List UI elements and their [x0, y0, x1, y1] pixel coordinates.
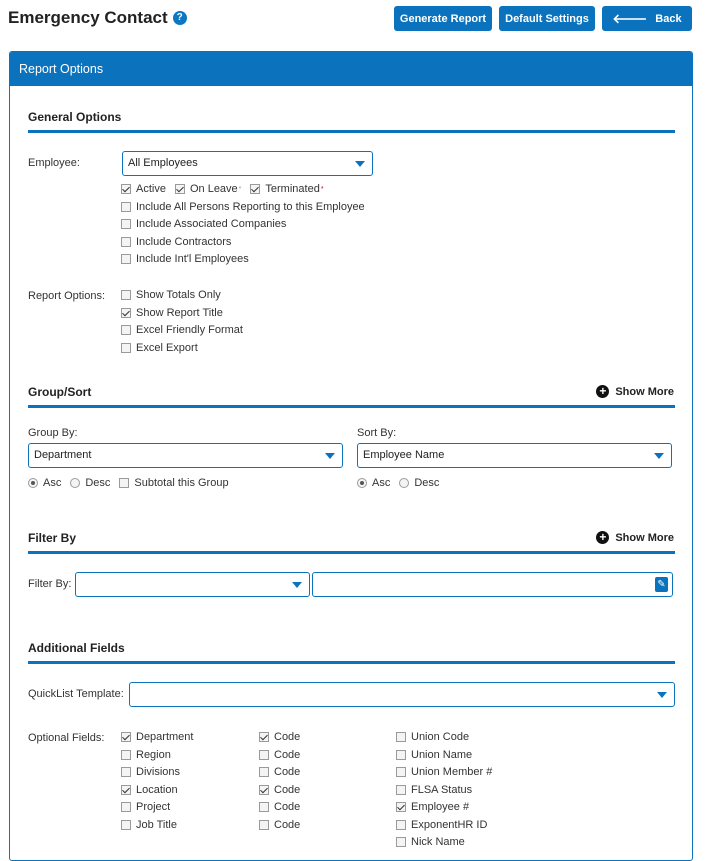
report-options-panel	[9, 51, 693, 861]
general-options-title: General Options	[28, 110, 122, 124]
sort-by-select[interactable]	[357, 443, 672, 468]
chevron-down-icon	[657, 692, 667, 698]
chevron-down-icon	[292, 582, 302, 588]
chevron-down-icon	[355, 161, 365, 167]
chevron-down-icon	[654, 453, 664, 459]
plus-circle-icon: +	[596, 385, 609, 398]
filter-by-title: Filter By	[28, 531, 77, 545]
include-reporting-label: Include All Persons Reporting to this Employee	[136, 201, 365, 213]
excel-export-label: Excel Export	[136, 342, 198, 354]
department-code-checkbox[interactable]	[259, 732, 269, 742]
filter-by-label: Filter By:	[28, 578, 72, 590]
section-divider	[28, 405, 675, 408]
optional-fields-label: Optional Fields:	[28, 732, 105, 744]
on-leave-mark: *	[238, 185, 242, 193]
report-options-label: Report Options:	[28, 290, 106, 302]
divisions-code-checkbox[interactable]	[259, 767, 269, 777]
union-code-checkbox[interactable]	[396, 732, 406, 742]
group-desc-radio[interactable]	[70, 478, 80, 488]
optional-field-label: Project	[136, 801, 171, 813]
location-checkbox[interactable]	[121, 785, 131, 795]
excel-export-checkbox[interactable]	[121, 343, 131, 353]
filter-show-more[interactable]	[596, 531, 674, 544]
optional-field-label: Location	[136, 784, 178, 796]
optional-field-label: Divisions	[136, 766, 181, 778]
include-reporting-checkbox[interactable]	[121, 202, 131, 212]
section-divider	[28, 661, 675, 664]
optional-field-row	[396, 731, 469, 743]
optional-field-label: Union Code	[411, 731, 470, 743]
optional-field-row	[121, 801, 170, 813]
optional-field-row	[259, 731, 300, 743]
back-button-label: Back	[655, 12, 682, 25]
status-row	[121, 183, 324, 195]
optional-field-label: Code	[274, 731, 301, 743]
show-totals-label: Show Totals Only	[136, 289, 221, 301]
active-label: Active	[136, 183, 166, 195]
terminated-required-mark: *	[320, 185, 324, 193]
include-contractors-label: Include Contractors	[136, 236, 232, 248]
employee-label: Employee:	[28, 157, 80, 169]
subtotal-checkbox[interactable]	[119, 478, 129, 488]
include-reporting-row	[121, 201, 365, 213]
on-leave-label: On Leave	[189, 183, 238, 195]
show-report-title-row	[121, 307, 223, 319]
optional-field-row	[396, 836, 465, 848]
optional-field-row	[259, 784, 300, 796]
excel-friendly-label: Excel Friendly Format	[136, 324, 243, 336]
back-arrow-icon: 🡐	[612, 10, 648, 26]
sort-asc-radio[interactable]	[357, 478, 367, 488]
optional-field-label: Code	[274, 749, 301, 761]
page-title-text: Emergency Contact	[8, 8, 168, 27]
project-code-checkbox[interactable]	[259, 802, 269, 812]
sort-by-value: Employee Name	[363, 449, 445, 461]
optional-field-row	[396, 749, 472, 761]
subtotal-label: Subtotal this Group	[134, 477, 229, 489]
flsa-status-checkbox[interactable]	[396, 785, 406, 795]
region-code-checkbox[interactable]	[259, 750, 269, 760]
employee-select-value: All Employees	[128, 157, 198, 169]
employee-number-checkbox[interactable]	[396, 802, 406, 812]
region-checkbox[interactable]	[121, 750, 131, 760]
optional-field-label: ExponentHR ID	[411, 819, 488, 831]
optional-field-row	[396, 801, 469, 813]
chevron-down-icon	[325, 453, 335, 459]
plus-circle-icon: +	[596, 531, 609, 544]
optional-field-row	[396, 766, 492, 778]
include-intl-label: Include Int'l Employees	[136, 253, 249, 265]
include-intl-checkbox[interactable]	[121, 254, 131, 264]
group-sort-show-more[interactable]	[596, 385, 674, 398]
group-by-label: Group By:	[28, 427, 78, 439]
include-associated-checkbox[interactable]	[121, 219, 131, 229]
optional-field-label: Department	[136, 731, 194, 743]
optional-field-row	[396, 819, 487, 831]
optional-field-row	[396, 784, 472, 796]
optional-field-label: Code	[274, 801, 301, 813]
quicklist-label: QuickList Template:	[28, 688, 124, 700]
group-by-select[interactable]	[28, 443, 343, 468]
terminated-checkbox[interactable]	[250, 184, 260, 194]
group-asc-radio[interactable]	[28, 478, 38, 488]
section-divider	[28, 130, 675, 133]
excel-friendly-row	[121, 324, 243, 336]
include-associated-label: Include Associated Companies	[136, 218, 287, 230]
exponenthr-id-checkbox[interactable]	[396, 820, 406, 830]
group-sort-title: Group/Sort	[28, 385, 92, 399]
help-icon[interactable]: ?	[173, 11, 187, 25]
sort-desc-label: Desc	[414, 477, 440, 489]
project-checkbox[interactable]	[121, 802, 131, 812]
optional-field-label: Nick Name	[411, 836, 465, 848]
optional-field-row	[259, 801, 300, 813]
optional-field-label: Code	[274, 766, 301, 778]
show-report-title-checkbox[interactable]	[121, 308, 131, 318]
employee-select[interactable]	[122, 151, 373, 176]
excel-friendly-checkbox[interactable]	[121, 325, 131, 335]
section-divider	[28, 551, 675, 554]
optional-field-label: Code	[274, 819, 301, 831]
terminated-label: Terminated	[265, 183, 320, 195]
optional-field-label: Union Name	[411, 749, 473, 761]
optional-field-row	[121, 749, 171, 761]
job-title-checkbox[interactable]	[121, 820, 131, 830]
optional-field-row	[259, 819, 300, 831]
sort-by-label: Sort By:	[357, 427, 397, 439]
department-checkbox[interactable]	[121, 732, 131, 742]
page-title	[8, 8, 187, 28]
include-intl-row	[121, 253, 249, 265]
show-totals-checkbox[interactable]	[121, 290, 131, 300]
optional-field-row	[121, 731, 193, 743]
divisions-checkbox[interactable]	[121, 767, 131, 777]
sort-asc-label: Asc	[372, 477, 391, 489]
excel-export-row	[121, 342, 198, 354]
show-more-label: Show More	[615, 385, 674, 398]
optional-field-label: Code	[274, 784, 301, 796]
additional-fields-title: Additional Fields	[28, 641, 125, 655]
on-leave-checkbox[interactable]	[175, 184, 185, 194]
union-name-checkbox[interactable]	[396, 750, 406, 760]
active-checkbox[interactable]	[121, 184, 131, 194]
optional-field-row	[121, 784, 178, 796]
show-report-title-label: Show Report Title	[136, 307, 223, 319]
nick-name-checkbox[interactable]	[396, 837, 406, 847]
optional-field-label: Job Title	[136, 819, 177, 831]
optional-field-label: Employee #	[411, 801, 470, 813]
optional-field-row	[121, 819, 177, 831]
back-button[interactable]	[602, 6, 692, 31]
union-member-checkbox[interactable]	[396, 767, 406, 777]
optional-field-label: FLSA Status	[411, 784, 473, 796]
group-desc-label: Desc	[85, 477, 111, 489]
optional-field-row	[121, 766, 180, 778]
group-asc-label: Asc	[43, 477, 62, 489]
sort-order-row	[357, 477, 439, 489]
quicklist-template-select[interactable]	[129, 682, 675, 707]
generate-report-button[interactable]: Generate Report	[394, 6, 492, 31]
filter-value-input[interactable]	[312, 572, 673, 597]
optional-field-label: Region	[136, 749, 171, 761]
include-contractors-checkbox[interactable]	[121, 237, 131, 247]
panel-header: Report Options	[10, 52, 692, 86]
show-more-label: Show More	[615, 531, 674, 544]
group-order-row	[28, 477, 229, 489]
show-totals-row	[121, 289, 221, 301]
include-contractors-row	[121, 236, 231, 248]
default-settings-button[interactable]: Default Settings	[499, 6, 595, 31]
sort-desc-radio[interactable]	[399, 478, 409, 488]
include-associated-row	[121, 218, 286, 230]
optional-field-row	[259, 749, 300, 761]
group-by-value: Department	[34, 449, 92, 461]
optional-field-row	[259, 766, 300, 778]
optional-field-label: Union Member #	[411, 766, 493, 778]
filter-field-select[interactable]	[75, 572, 310, 597]
job-title-code-checkbox[interactable]	[259, 820, 269, 830]
edit-document-icon[interactable]: ✎	[655, 577, 668, 592]
location-code-checkbox[interactable]	[259, 785, 269, 795]
